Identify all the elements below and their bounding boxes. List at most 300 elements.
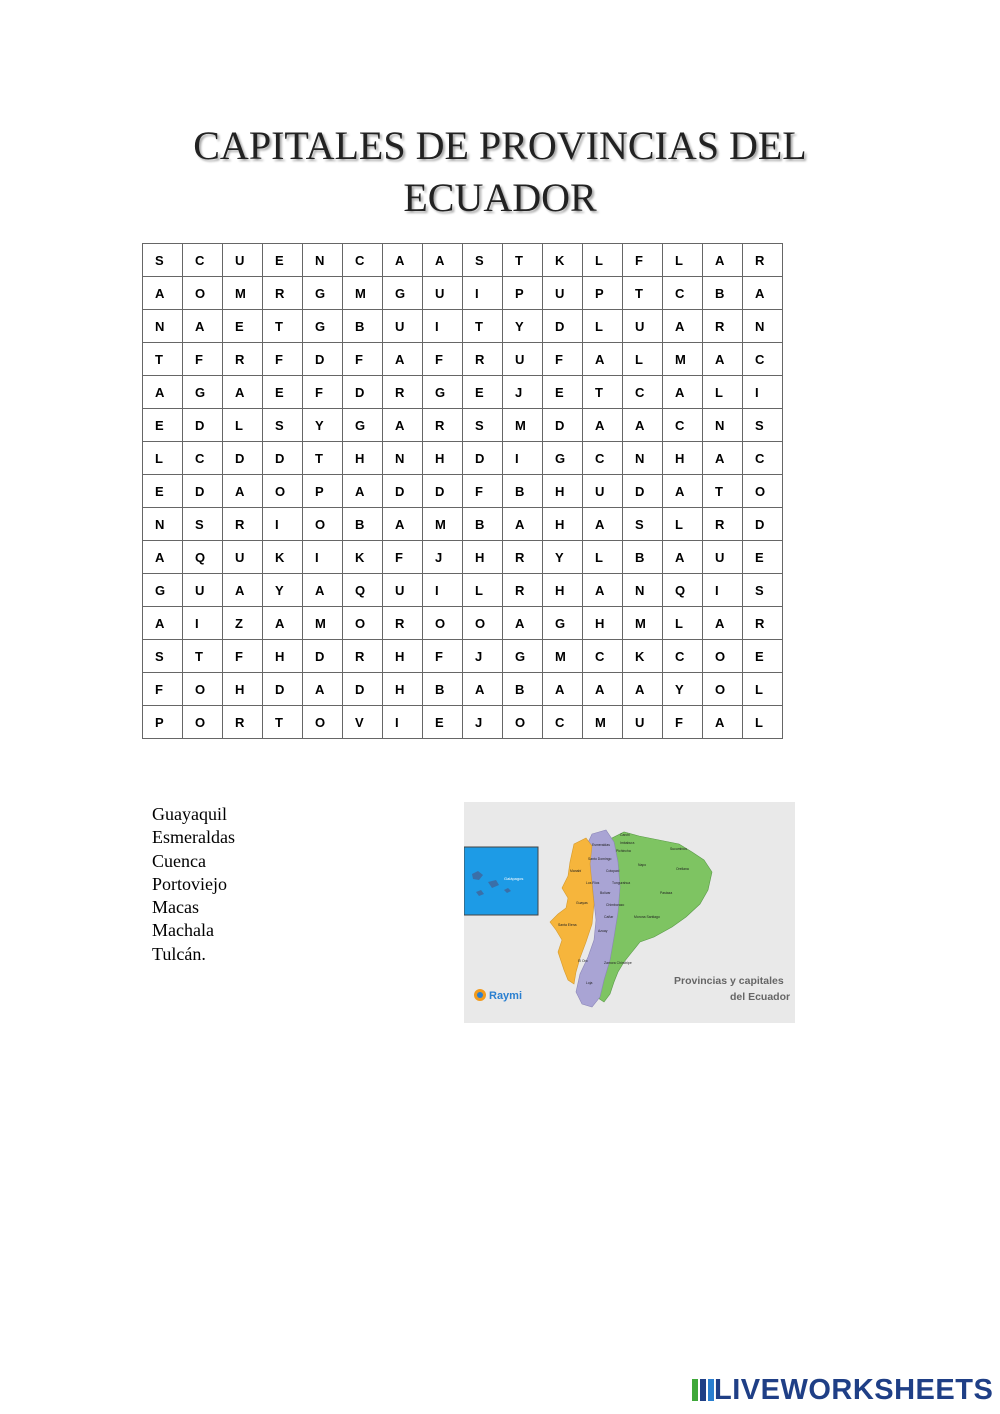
- grid-cell[interactable]: F: [623, 244, 663, 277]
- grid-row: [143, 409, 783, 442]
- grid-cell[interactable]: F: [143, 673, 183, 706]
- grid-cell[interactable]: B: [343, 310, 383, 343]
- grid-cell[interactable]: A: [583, 574, 623, 607]
- grid-cell[interactable]: L: [583, 541, 623, 574]
- grid-row: [143, 640, 783, 673]
- grid-cell[interactable]: P: [503, 277, 543, 310]
- grid-cell[interactable]: T: [503, 244, 543, 277]
- grid-cell[interactable]: A: [703, 706, 743, 739]
- grid-cell[interactable]: C: [743, 343, 783, 376]
- grid-cell[interactable]: A: [703, 343, 743, 376]
- grid-cell[interactable]: O: [343, 607, 383, 640]
- grid-cell[interactable]: A: [223, 574, 263, 607]
- grid-cell[interactable]: C: [583, 442, 623, 475]
- label-azuay: Azuay: [598, 929, 608, 933]
- grid-cell[interactable]: D: [343, 673, 383, 706]
- grid-cell[interactable]: F: [183, 343, 223, 376]
- grid-cell[interactable]: F: [223, 640, 263, 673]
- label-canar: Cañar: [604, 915, 614, 919]
- grid-cell[interactable]: L: [463, 574, 503, 607]
- grid-cell[interactable]: L: [223, 409, 263, 442]
- grid-row: [143, 574, 783, 607]
- grid-cell[interactable]: O: [303, 508, 343, 541]
- liveworksheets-brand: LIVEWORKSHEETS: [714, 1374, 994, 1406]
- liveworksheets-logo: [692, 1373, 993, 1407]
- grid-cell[interactable]: T: [463, 310, 503, 343]
- grid-row: [143, 607, 783, 640]
- grid-cell[interactable]: A: [143, 277, 183, 310]
- grid-cell[interactable]: D: [463, 442, 503, 475]
- grid-cell[interactable]: N: [623, 442, 663, 475]
- grid-cell[interactable]: B: [423, 673, 463, 706]
- grid-cell[interactable]: A: [223, 376, 263, 409]
- grid-cell[interactable]: G: [383, 277, 423, 310]
- map-caption-line-1: Provincias y capitales: [674, 975, 784, 987]
- grid-cell[interactable]: Z: [223, 607, 263, 640]
- grid-cell[interactable]: A: [703, 607, 743, 640]
- grid-cell[interactable]: G: [303, 277, 343, 310]
- grid-cell[interactable]: F: [423, 343, 463, 376]
- grid-cell[interactable]: L: [623, 343, 663, 376]
- word-list-item: Esmeraldas: [152, 827, 235, 848]
- grid-cell[interactable]: H: [383, 640, 423, 673]
- grid-cell[interactable]: D: [543, 310, 583, 343]
- grid-cell[interactable]: F: [463, 475, 503, 508]
- grid-cell[interactable]: O: [743, 475, 783, 508]
- grid-cell[interactable]: A: [183, 310, 223, 343]
- grid-cell[interactable]: R: [503, 574, 543, 607]
- grid-cell[interactable]: Y: [503, 310, 543, 343]
- grid-cell[interactable]: F: [263, 343, 303, 376]
- grid-cell[interactable]: D: [223, 442, 263, 475]
- grid-cell[interactable]: G: [343, 409, 383, 442]
- grid-cell[interactable]: C: [663, 409, 703, 442]
- grid-cell[interactable]: T: [263, 706, 303, 739]
- grid-cell[interactable]: L: [663, 508, 703, 541]
- grid-cell[interactable]: L: [743, 673, 783, 706]
- grid-cell[interactable]: A: [143, 376, 183, 409]
- grid-cell[interactable]: E: [423, 706, 463, 739]
- grid-cell[interactable]: L: [663, 607, 703, 640]
- grid-cell[interactable]: J: [463, 640, 503, 673]
- grid-cell[interactable]: A: [383, 244, 423, 277]
- grid-cell[interactable]: D: [383, 475, 423, 508]
- grid-cell[interactable]: R: [423, 409, 463, 442]
- grid-cell[interactable]: C: [183, 244, 223, 277]
- label-sucumbios: Sucumbíos: [670, 847, 687, 851]
- grid-cell[interactable]: A: [423, 244, 463, 277]
- word-list-item: Portoviejo: [152, 873, 227, 894]
- grid-cell[interactable]: B: [503, 673, 543, 706]
- grid-cell[interactable]: A: [583, 508, 623, 541]
- grid-cell[interactable]: G: [143, 574, 183, 607]
- grid-cell[interactable]: A: [583, 409, 623, 442]
- grid-cell[interactable]: U: [503, 343, 543, 376]
- grid-cell[interactable]: T: [623, 277, 663, 310]
- grid-row: [143, 376, 783, 409]
- grid-cell[interactable]: D: [743, 508, 783, 541]
- label-sdt: Santo Domingo: [588, 857, 612, 861]
- grid-cell[interactable]: U: [623, 706, 663, 739]
- grid-cell[interactable]: S: [263, 409, 303, 442]
- grid-cell[interactable]: F: [343, 343, 383, 376]
- grid-cell[interactable]: E: [743, 640, 783, 673]
- grid-cell[interactable]: S: [463, 244, 503, 277]
- label-guayas: Guayas: [576, 901, 588, 905]
- grid-cell[interactable]: A: [143, 607, 183, 640]
- grid-cell[interactable]: K: [343, 541, 383, 574]
- grid-cell[interactable]: J: [463, 706, 503, 739]
- grid-cell[interactable]: E: [143, 409, 183, 442]
- grid-cell[interactable]: T: [303, 442, 343, 475]
- grid-cell[interactable]: R: [503, 541, 543, 574]
- grid-cell[interactable]: E: [143, 475, 183, 508]
- label-cotopaxi: Cotopaxi: [606, 869, 620, 873]
- grid-row: [143, 475, 783, 508]
- grid-cell[interactable]: O: [263, 475, 303, 508]
- label-esmeraldas: Esmeraldas: [592, 843, 610, 847]
- grid-cell[interactable]: E: [223, 310, 263, 343]
- grid-cell[interactable]: N: [383, 442, 423, 475]
- grid-cell[interactable]: A: [663, 541, 703, 574]
- word-list: [152, 803, 235, 966]
- grid-cell[interactable]: R: [703, 310, 743, 343]
- grid-cell[interactable]: I: [263, 508, 303, 541]
- word-search-grid: [142, 243, 783, 739]
- grid-cell[interactable]: M: [423, 508, 463, 541]
- label-zamora: Zamora Chinchipe: [604, 961, 632, 965]
- grid-cell[interactable]: N: [143, 508, 183, 541]
- title-line-2: ECUADOR: [403, 175, 597, 220]
- grid-cell[interactable]: N: [623, 574, 663, 607]
- grid-cell[interactable]: E: [743, 541, 783, 574]
- grid-cell[interactable]: T: [703, 475, 743, 508]
- grid-cell[interactable]: I: [463, 277, 503, 310]
- grid-cell[interactable]: K: [623, 640, 663, 673]
- map-caption-line-2: del Ecuador: [730, 991, 791, 1003]
- grid-cell[interactable]: C: [343, 244, 383, 277]
- grid-cell[interactable]: G: [543, 442, 583, 475]
- grid-cell[interactable]: L: [663, 244, 703, 277]
- grid-cell[interactable]: L: [143, 442, 183, 475]
- grid-cell[interactable]: A: [543, 673, 583, 706]
- grid-cell[interactable]: H: [543, 475, 583, 508]
- grid-cell[interactable]: C: [583, 640, 623, 673]
- grid-cell[interactable]: O: [463, 607, 503, 640]
- grid-cell[interactable]: S: [743, 409, 783, 442]
- live-badge-icon: [692, 1377, 714, 1403]
- word-list-item: Machala: [152, 920, 214, 941]
- ecuador-map: [464, 802, 795, 1023]
- grid-cell[interactable]: Y: [663, 673, 703, 706]
- grid-cell[interactable]: P: [583, 277, 623, 310]
- label-tungurahua: Tungurahua: [612, 881, 631, 885]
- grid-cell[interactable]: L: [583, 310, 623, 343]
- grid-cell[interactable]: B: [463, 508, 503, 541]
- grid-cell[interactable]: A: [703, 244, 743, 277]
- grid-cell[interactable]: U: [383, 574, 423, 607]
- grid-cell[interactable]: R: [223, 508, 263, 541]
- grid-cell[interactable]: A: [623, 409, 663, 442]
- grid-cell[interactable]: K: [263, 541, 303, 574]
- grid-cell[interactable]: F: [663, 706, 703, 739]
- grid-cell[interactable]: H: [383, 673, 423, 706]
- grid-row: [143, 343, 783, 376]
- grid-cell[interactable]: R: [463, 343, 503, 376]
- grid-row: [143, 673, 783, 706]
- grid-cell[interactable]: P: [143, 706, 183, 739]
- grid-cell[interactable]: O: [503, 706, 543, 739]
- grid-cell[interactable]: A: [503, 607, 543, 640]
- grid-cell[interactable]: S: [143, 244, 183, 277]
- grid-cell[interactable]: M: [583, 706, 623, 739]
- label-morona: Morona Santiago: [634, 915, 660, 919]
- grid-cell[interactable]: D: [183, 409, 223, 442]
- grid-cell[interactable]: A: [743, 277, 783, 310]
- grid-cell[interactable]: R: [223, 343, 263, 376]
- label-chimborazo: Chimborazo: [606, 903, 625, 907]
- grid-cell[interactable]: G: [543, 607, 583, 640]
- grid-cell[interactable]: S: [143, 640, 183, 673]
- grid-cell[interactable]: U: [623, 310, 663, 343]
- grid-cell[interactable]: A: [303, 574, 343, 607]
- grid-cell[interactable]: U: [223, 541, 263, 574]
- grid-cell[interactable]: D: [263, 673, 303, 706]
- grid-cell[interactable]: I: [703, 574, 743, 607]
- grid-cell[interactable]: H: [663, 442, 703, 475]
- grid-cell[interactable]: R: [263, 277, 303, 310]
- label-loja: Loja: [586, 981, 593, 985]
- grid-cell[interactable]: M: [543, 640, 583, 673]
- grid-cell[interactable]: A: [383, 409, 423, 442]
- grid-row: [143, 541, 783, 574]
- grid-cell[interactable]: H: [543, 508, 583, 541]
- grid-cell[interactable]: N: [143, 310, 183, 343]
- grid-cell[interactable]: Y: [543, 541, 583, 574]
- word-list-item: Macas: [152, 897, 199, 918]
- grid-cell[interactable]: S: [463, 409, 503, 442]
- grid-cell[interactable]: M: [223, 277, 263, 310]
- grid-cell[interactable]: U: [383, 310, 423, 343]
- grid-cell[interactable]: O: [183, 673, 223, 706]
- grid-cell[interactable]: T: [183, 640, 223, 673]
- grid-cell[interactable]: A: [663, 310, 703, 343]
- grid-cell[interactable]: U: [703, 541, 743, 574]
- grid-cell[interactable]: Y: [303, 409, 343, 442]
- grid-cell[interactable]: L: [583, 244, 623, 277]
- grid-cell[interactable]: E: [543, 376, 583, 409]
- grid-cell[interactable]: F: [543, 343, 583, 376]
- grid-cell[interactable]: N: [303, 244, 343, 277]
- grid-cell[interactable]: D: [183, 475, 223, 508]
- grid-cell[interactable]: I: [423, 574, 463, 607]
- grid-cell[interactable]: J: [423, 541, 463, 574]
- grid-cell[interactable]: A: [583, 343, 623, 376]
- grid-row: [143, 706, 783, 739]
- grid-cell[interactable]: R: [743, 244, 783, 277]
- grid-cell[interactable]: O: [183, 706, 223, 739]
- grid-cell[interactable]: H: [463, 541, 503, 574]
- grid-cell[interactable]: A: [383, 343, 423, 376]
- grid-cell[interactable]: M: [303, 607, 343, 640]
- grid-cell[interactable]: L: [703, 376, 743, 409]
- grid-cell[interactable]: O: [303, 706, 343, 739]
- label-bolivar: Bolívar: [600, 891, 611, 895]
- grid-cell[interactable]: B: [623, 541, 663, 574]
- grid-cell[interactable]: O: [703, 640, 743, 673]
- grid-cell[interactable]: P: [303, 475, 343, 508]
- grid-row: [143, 244, 783, 277]
- grid-cell[interactable]: C: [183, 442, 223, 475]
- grid-cell[interactable]: H: [543, 574, 583, 607]
- label-pastaza: Pastaza: [660, 891, 673, 895]
- grid-cell[interactable]: M: [623, 607, 663, 640]
- grid-cell[interactable]: I: [423, 310, 463, 343]
- label-eloro: El Oro: [578, 959, 588, 963]
- grid-cell[interactable]: R: [383, 607, 423, 640]
- raymi-logo-text: Raymi: [489, 990, 523, 1002]
- word-list-item: Guayaquil: [152, 804, 227, 824]
- grid-cell[interactable]: C: [543, 706, 583, 739]
- grid-cell[interactable]: R: [743, 607, 783, 640]
- grid-cell[interactable]: Q: [663, 574, 703, 607]
- label-manabi: Manabí: [570, 869, 582, 873]
- grid-cell[interactable]: M: [663, 343, 703, 376]
- grid-cell[interactable]: D: [343, 376, 383, 409]
- grid-cell[interactable]: A: [383, 508, 423, 541]
- grid-cell[interactable]: B: [343, 508, 383, 541]
- label-losrios: Los Ríos: [586, 881, 600, 885]
- grid-cell[interactable]: E: [263, 244, 303, 277]
- grid-cell[interactable]: G: [503, 640, 543, 673]
- grid-cell[interactable]: G: [183, 376, 223, 409]
- word-list-item: Cuenca: [152, 850, 206, 871]
- grid-cell[interactable]: T: [263, 310, 303, 343]
- grid-row: [143, 310, 783, 343]
- grid-cell[interactable]: R: [223, 706, 263, 739]
- label-pichincha: Pichincha: [616, 849, 631, 853]
- label-orellana: Orellana: [676, 867, 689, 871]
- grid-cell[interactable]: D: [623, 475, 663, 508]
- grid-cell[interactable]: H: [223, 673, 263, 706]
- label-napo: Napo: [638, 863, 647, 867]
- grid-cell[interactable]: F: [423, 640, 463, 673]
- grid-cell[interactable]: S: [623, 508, 663, 541]
- grid-cell[interactable]: S: [183, 508, 223, 541]
- grid-cell[interactable]: O: [183, 277, 223, 310]
- grid-cell[interactable]: A: [703, 442, 743, 475]
- label-imbabura: Imbabura: [620, 841, 635, 845]
- label-galapagos: Galápagos: [504, 876, 524, 881]
- grid-cell[interactable]: A: [343, 475, 383, 508]
- grid-cell[interactable]: Y: [263, 574, 303, 607]
- grid-cell[interactable]: A: [463, 673, 503, 706]
- label-carchi: Carchi: [620, 833, 630, 837]
- grid-cell[interactable]: H: [423, 442, 463, 475]
- grid-cell[interactable]: F: [383, 541, 423, 574]
- grid-cell[interactable]: Q: [343, 574, 383, 607]
- grid-cell[interactable]: C: [663, 640, 703, 673]
- grid-cell[interactable]: U: [223, 244, 263, 277]
- grid-cell[interactable]: D: [263, 442, 303, 475]
- grid-cell[interactable]: A: [263, 607, 303, 640]
- grid-row: [143, 508, 783, 541]
- grid-cell[interactable]: D: [303, 343, 343, 376]
- grid-cell[interactable]: A: [583, 673, 623, 706]
- grid-cell[interactable]: G: [423, 376, 463, 409]
- grid-cell[interactable]: T: [583, 376, 623, 409]
- grid-cell[interactable]: S: [743, 574, 783, 607]
- title-line-1: CAPITALES DE PROVINCIAS DEL: [193, 123, 807, 168]
- grid-cell[interactable]: D: [543, 409, 583, 442]
- grid-cell[interactable]: I: [503, 442, 543, 475]
- grid-cell[interactable]: E: [263, 376, 303, 409]
- grid-cell[interactable]: H: [343, 442, 383, 475]
- grid-cell[interactable]: J: [503, 376, 543, 409]
- grid-cell[interactable]: D: [423, 475, 463, 508]
- grid-cell[interactable]: Q: [183, 541, 223, 574]
- grid-cell[interactable]: U: [423, 277, 463, 310]
- grid-cell[interactable]: F: [303, 376, 343, 409]
- grid-cell[interactable]: A: [623, 673, 663, 706]
- grid-cell[interactable]: N: [703, 409, 743, 442]
- grid-cell[interactable]: T: [143, 343, 183, 376]
- grid-cell[interactable]: M: [343, 277, 383, 310]
- word-list-item: Tulcán.: [152, 943, 206, 964]
- page-title: [100, 120, 900, 224]
- grid-cell[interactable]: A: [663, 475, 703, 508]
- grid-cell[interactable]: O: [703, 673, 743, 706]
- grid-cell[interactable]: E: [463, 376, 503, 409]
- grid-cell[interactable]: K: [543, 244, 583, 277]
- grid-cell[interactable]: R: [703, 508, 743, 541]
- grid-cell[interactable]: U: [183, 574, 223, 607]
- grid-cell[interactable]: M: [503, 409, 543, 442]
- grid-cell[interactable]: C: [623, 376, 663, 409]
- grid-cell[interactable]: D: [303, 640, 343, 673]
- grid-cell[interactable]: C: [663, 277, 703, 310]
- grid-row: [143, 442, 783, 475]
- grid-cell[interactable]: I: [183, 607, 223, 640]
- grid-cell[interactable]: H: [583, 607, 623, 640]
- raymi-logo-inner-icon: [477, 992, 483, 998]
- grid-cell[interactable]: A: [663, 376, 703, 409]
- grid-cell[interactable]: A: [303, 673, 343, 706]
- grid-cell[interactable]: N: [743, 310, 783, 343]
- grid-cell[interactable]: A: [143, 541, 183, 574]
- grid-cell[interactable]: L: [743, 706, 783, 739]
- grid-cell[interactable]: I: [383, 706, 423, 739]
- grid-cell[interactable]: U: [583, 475, 623, 508]
- grid-cell[interactable]: U: [543, 277, 583, 310]
- grid-cell[interactable]: R: [383, 376, 423, 409]
- grid-row: [143, 277, 783, 310]
- grid-cell[interactable]: V: [343, 706, 383, 739]
- grid-cell[interactable]: I: [743, 376, 783, 409]
- grid-cell[interactable]: H: [263, 640, 303, 673]
- grid-cell[interactable]: B: [503, 475, 543, 508]
- label-santaelena: Santa Elena: [558, 923, 577, 927]
- ecuador-map-image: [464, 802, 795, 1023]
- grid-cell[interactable]: I: [303, 541, 343, 574]
- grid-cell[interactable]: G: [303, 310, 343, 343]
- grid-cell[interactable]: R: [343, 640, 383, 673]
- grid-cell[interactable]: A: [223, 475, 263, 508]
- grid-cell[interactable]: C: [743, 442, 783, 475]
- grid-cell[interactable]: A: [503, 508, 543, 541]
- grid-cell[interactable]: O: [423, 607, 463, 640]
- grid-cell[interactable]: B: [703, 277, 743, 310]
